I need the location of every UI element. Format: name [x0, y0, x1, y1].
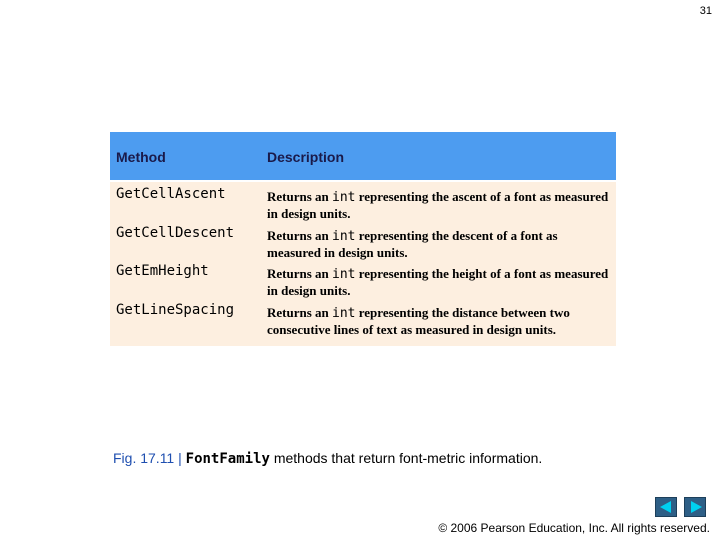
table-row: [110, 298, 616, 336]
triangle-right-icon: [691, 501, 702, 513]
methods-table: [110, 132, 616, 346]
description-code: int: [332, 229, 356, 244]
method-name: GetCellDescent: [116, 225, 235, 241]
description-code: int: [332, 267, 356, 282]
next-slide-button[interactable]: [684, 497, 706, 517]
description-text: Returns an: [267, 266, 333, 281]
figure-caption: [113, 450, 542, 467]
description-text: Returns an: [267, 189, 333, 204]
caption-class-name: FontFamily: [185, 451, 270, 467]
method-description: [267, 305, 612, 338]
description-text: representing the height of a font as measured in design units.: [267, 266, 609, 298]
header-description: Description: [267, 149, 345, 165]
table-row: [110, 182, 616, 220]
description-code: int: [332, 306, 356, 321]
triangle-left-icon: [660, 501, 671, 513]
previous-slide-button[interactable]: [655, 497, 677, 517]
description-code: int: [332, 190, 356, 205]
description-text: representing the descent of a font as measured in design units.: [267, 228, 558, 260]
table-row: [110, 259, 616, 297]
table-row: [110, 221, 616, 259]
method-name: GetEmHeight: [116, 263, 209, 279]
description-text: Returns an: [267, 305, 333, 320]
figure-label: Fig. 17.11 |: [113, 450, 186, 466]
description-text: representing the ascent of a font as measured in design units.: [267, 189, 609, 221]
page-number: 31: [699, 5, 712, 17]
description-text: Returns an: [267, 228, 333, 243]
copyright-notice: © 2006 Pearson Education, Inc. All rights reserved.: [438, 521, 710, 535]
method-description: [267, 228, 612, 261]
method-name: GetCellAscent: [116, 186, 226, 202]
description-text: representing the distance between two consecutive lines of text as measured in design units.: [267, 305, 570, 337]
method-description: [267, 189, 612, 222]
header-method: Method: [116, 149, 166, 165]
caption-text: methods that return font-metric information.: [269, 450, 543, 466]
method-description: [267, 266, 612, 299]
table-header: [110, 132, 616, 182]
method-name: GetLineSpacing: [116, 302, 235, 318]
slide-navigation: [655, 497, 709, 517]
